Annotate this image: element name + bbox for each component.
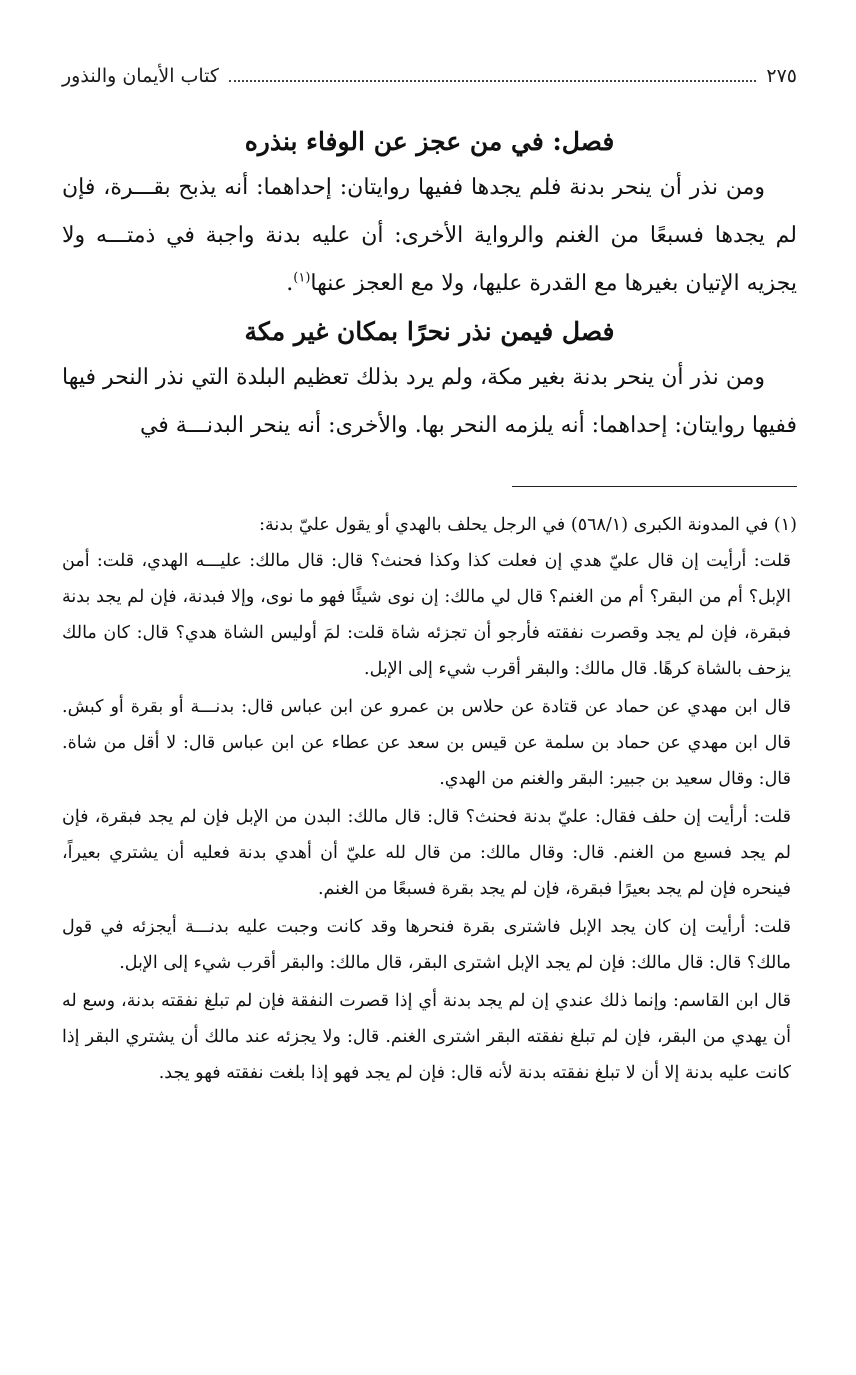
footnote-paragraph: قلت: أرأيت إن كان يجد الإبل فاشترى بقرة فنحرها وقد كانت وجبت عليه بدنـــة أيجزئه في قول مالك؟ قال: قال مالك: فإن لم يجد الإبل اشترى البقر، قال مالك: والبقر أقرب شيء إلى الإبل. xyxy=(62,917,791,973)
footnote-paragraph: قلت: أرأيت إن قال عليّ هدي إن فعلت كذا وكذا فحنث؟ قال: قال مالك: عليـــه الهدي، قلت: أمن الإبل؟ أم من البقر؟ أم من الغنم؟ قال لي مالك: إن نوى شيئًا فهو ما نوى، وإلا فبدنة، فإن لم يجد بدنة فبقرة، فإن لم يجد وقصرت نفقته فأرجو أن تجزئه شاة قلت: لمَ أوليس الشاة هدي؟ قال: كان مالك يزحف بالشاة كرهًا. قال مالك: والبقر أقرب شيء إلى الإبل. xyxy=(62,551,791,679)
body-paragraph: ومن نذر أن ينحر بدنة بغير مكة، ولم يرد بذلك تعظيم البلدة التي نذر النحر فيها ففيها روايتان: إحداهما: أنه يلزمه النحر بها. والأخرى: أنه ينحر البدنـــة في xyxy=(62,365,797,438)
footnote-reference[interactable]: (١) xyxy=(293,270,311,286)
footnote-paragraph: قلت: أرأيت إن حلف فقال: عليّ بدنة فحنث؟ قال: قال مالك: البدن من الإبل فإن لم يجد فبقرة، فإن لم يجد فسبع من الغنم. قال: وقال مالك: من قال لله عليّ أن أهدي بدنة فعليه أن يشتري بعيراً، فينحره فإن لم يجد بعيرًا فبقرة، فإن لم يجد بقرة فسبعًا من الغنم. xyxy=(62,807,791,899)
section-heading: فصل فيمن نذر نحرًا بمكان غير مكة xyxy=(244,317,615,346)
dotted-leader xyxy=(229,80,756,82)
paragraph-end: . xyxy=(286,271,294,296)
paragraph-text: ومن نذر أن ينحر بدنة فلم يجدها ففيها روايتان: إحداهما: أنه يذبح بقـــرة، فإن لم يجدها فسبعًا من الغنم والرواية الأخرى: أن عليه بدنة واجبة في ذمتـــه ولا يجزيه الإتيان بغيرها مع القدرة عليها، ولا مع العجز عنها xyxy=(62,175,797,296)
page-number: ٢٧٥ xyxy=(766,65,797,87)
running-header xyxy=(62,62,797,90)
footnote-separator xyxy=(512,486,797,487)
book-page xyxy=(62,62,797,1352)
footnotes xyxy=(62,507,797,1091)
book-title: كتاب الأيمان والنذور xyxy=(62,65,219,87)
footnote-paragraph: قال ابن القاسم: وإنما ذلك عندي إن لم يجد بدنة أي إذا قصرت النفقة فإن لم تبلغ نفقته بدنة، وسع له أن يهدي من البقر، فإن لم تبلغ نفقته البقر اشترى الغنم. قال: ولا يجزئه عند مالك أن يشتري البقر إذا كانت عليه بدنة إلا أن لا تبلغ نفقته بدنة لأنه قال: فإن لم يجد فهو إذا بلغت نفقته فهو يجد. xyxy=(62,991,791,1083)
footnote-paragraph: قال ابن مهدي عن حماد عن قتادة عن حلاس بن عمرو عن ابن عباس قال: بدنـــة أو بقرة أو كبش. قال ابن مهدي عن حماد بن سلمة عن قيس بن سعد عن عطاء عن ابن عباس قال: لا أقل من شاة. قال: وقال سعيد بن جبير: البقر والغنم من الهدي. xyxy=(62,697,791,789)
footnote-lead: (١) في المدونة الكبرى (٥٦٨/١) في الرجل يحلف بالهدي أو يقول عليّ بدنة: xyxy=(259,515,797,535)
section-heading: فصل: في من عجز عن الوفاء بنذره xyxy=(244,127,615,156)
body-paragraph xyxy=(62,164,797,308)
